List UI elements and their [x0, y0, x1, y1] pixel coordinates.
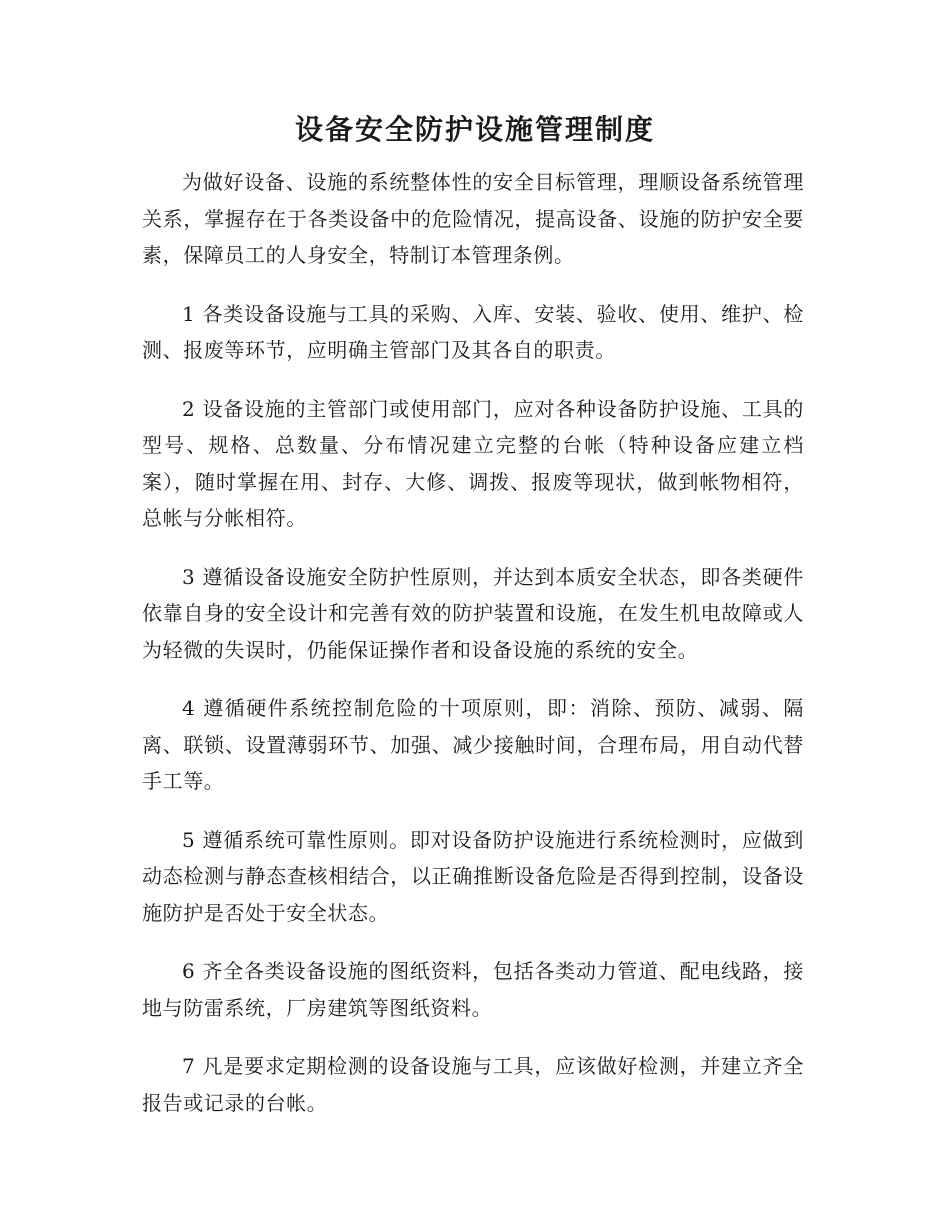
clause-number: 1 [182, 301, 196, 326]
document-title: 设备安全防护设施管理制度 [294, 113, 655, 146]
clause-text: 遵循设备设施安全防护性原则，并达到本质安全状态，即各类硬件依靠自身的安全设计和完善有效的防护装置和设施，在发生机电故障或人为轻微的失误时，仍能保证操作者和设备设施的系统的安全。 [142, 564, 804, 662]
clause-paragraph [142, 296, 804, 369]
clause-text: 齐全各类设备设施的图纸资料，包括各类动力管道、配电线路，接地与防雷系统，厂房建筑等图纸资料。 [142, 959, 804, 1020]
clause-text: 凡是要求定期检测的设备设施与工具，应该做好检测，并建立齐全报告或记录的台帐。 [142, 1054, 804, 1115]
clause-paragraph [142, 559, 804, 669]
clause-paragraph [142, 953, 804, 1026]
clause-paragraph [142, 690, 804, 800]
clause-paragraph [142, 1048, 804, 1121]
clause-number: 5 [182, 827, 196, 852]
clause-paragraph [142, 822, 804, 932]
clause-number: 7 [182, 1054, 196, 1078]
clause-number: 4 [182, 696, 196, 720]
intro-paragraph: 为做好设备、设施的系统整体性的安全目标管理，理顺设备系统管理关系，掌握存在于各类设备中的危险情况，提高设备、设施的防护安全要素，保障员工的人身安全，特制订本管理条例。 [142, 170, 804, 267]
clause-paragraph [142, 391, 804, 537]
clause-number: 2 [182, 396, 196, 421]
clause-text: 各类设备设施与工具的采购、入库、安装、验收、使用、维护、检测、报废等环节，应明确主管部门及其各自的职责。 [142, 301, 804, 362]
clause-text: 设备设施的主管部门或使用部门，应对各种设备防护设施、工具的型号、规格、总数量、分布情况建立完整的台帐（特种设备应建立档案），随时掌握在用、封存、大修、调拨、报废等现状，做到帐物相符，总帐与分帐相符。 [142, 396, 804, 530]
clause-number: 3 [182, 564, 196, 589]
clause-text: 遵循系统可靠性原则。即对设备防护设施进行系统检测时，应做到动态检测与静态查核相结合，以正确推断设备危险是否得到控制，设备设施防护是否处于安全状态。 [142, 827, 804, 925]
clause-text: 遵循硬件系统控制危险的十项原则，即：消除、预防、减弱、隔离、联锁、设置薄弱环节、加强、减少接触时间，合理布局，用自动代替手工等。 [142, 696, 804, 793]
document-body [142, 164, 804, 1143]
clause-number: 6 [182, 959, 196, 983]
